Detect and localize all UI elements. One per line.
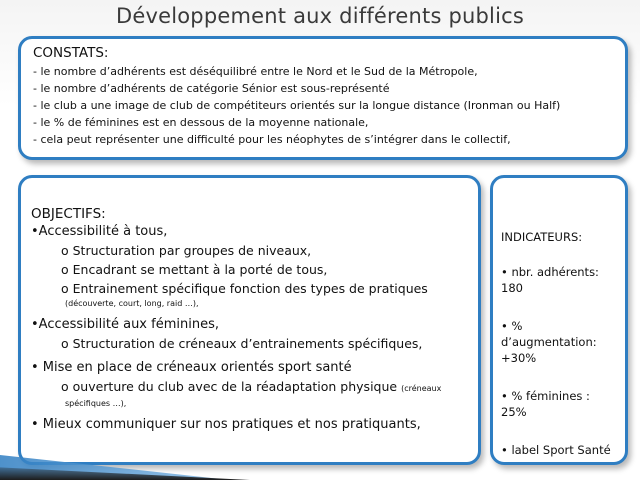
objectif-sub-note: (découverte, court, long, raid …), — [65, 299, 199, 308]
objectif-item-sport-sante: • Mise en place de créneaux orientés sport santé — [31, 360, 352, 375]
indicateur-item: • % d’augmentation: +30% — [501, 319, 597, 365]
objectifs-box — [18, 175, 481, 465]
objectif-sub-item: o Structuration par groupes de niveaux, — [61, 243, 312, 258]
constats-line: - le club a une image de club de compétiteurs orientés sur la longue distance (Ironman ou Half) — [33, 99, 561, 112]
constats-line: - le % de féminines est en dessous de la moyenne nationale, — [33, 116, 369, 129]
objectif-sub-note: spécifiques …), — [65, 399, 127, 408]
page-title: Développement aux différents publics — [115, 4, 525, 28]
constats-line: - le nombre d’adhérents de catégorie Sénior est sous-représenté — [33, 82, 390, 95]
indicateur-item: • label Sport Santé — [501, 443, 611, 457]
objectif-sub-item: o Structuration de créneaux d’entrainements spécifiques, — [61, 336, 423, 351]
objectif-sub-small: (créneaux — [401, 384, 442, 393]
indicateurs-box — [490, 175, 628, 465]
constats-line: - le nombre d’adhérents est déséquilibré entre le Nord et le Sud de la Métropole, — [33, 65, 478, 78]
objectif-sub-item: o Encadrant se mettant à la porté de tous, — [61, 262, 328, 277]
indicateurs-heading: INDICATEURS: — [501, 230, 583, 244]
objectif-sub-item: o Entrainement spécifique fonction des types de pratiques — [61, 281, 428, 296]
indicateur-item: • nbr. adhérents: 180 — [501, 265, 599, 295]
constats-line: - cela peut représenter une difficulté pour les néophytes de s’intégrer dans le collectif, — [33, 133, 511, 146]
objectif-sub-item — [31, 377, 468, 398]
objectif-sub-text: o ouverture du club avec de la réadaptation physique — [61, 379, 398, 394]
indicateur-item: • % féminines : 25% — [501, 389, 590, 419]
constats-heading: CONSTATS: — [33, 45, 109, 61]
objectif-item-feminines: •Accessibilité aux féminines, — [31, 317, 219, 332]
constats-box — [18, 36, 628, 160]
objectif-item-communiquer: • Mieux communiquer sur nos pratiques et nos pratiquants, — [31, 417, 421, 432]
objectifs-heading: OBJECTIFS: — [31, 206, 106, 222]
objectif-item-accessibilite: •Accessibilité à tous, — [31, 224, 168, 239]
